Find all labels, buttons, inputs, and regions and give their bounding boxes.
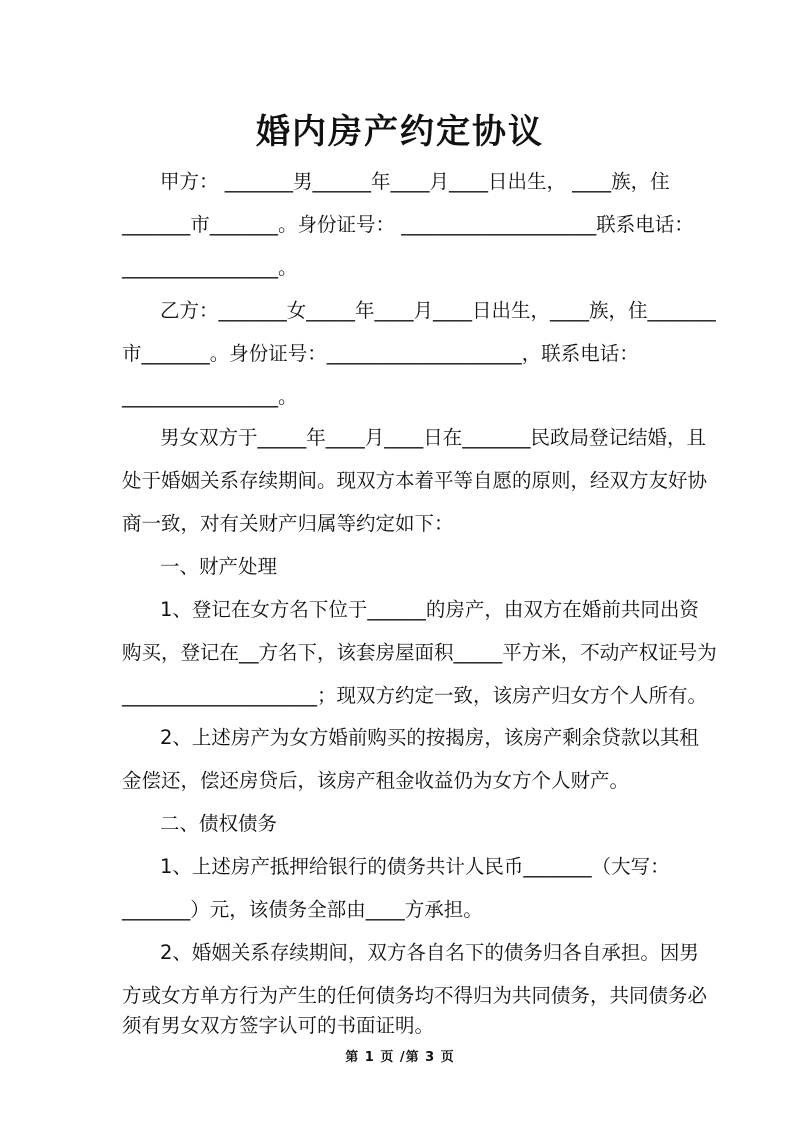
party-b-line-1: 乙方：_______女_____年____月____日出生，____族，住_______ [160, 299, 716, 322]
preamble-line-2: 处于婚姻关系存续期间。现双方本着平等自愿的原则，经双方友好协 [122, 469, 708, 492]
section-heading-property: 一、财产处理 [160, 555, 278, 578]
party-b-line-2: 市_______。身份证号：____________________，联系电话： [122, 342, 639, 365]
preamble-line-3: 商一致，对有关财产归属等约定如下： [122, 512, 454, 535]
clause-1-1-line-2: 购买，登记在__方名下，该套房屋面积_____平方米，不动产权证号为 [122, 641, 717, 664]
party-b-line-3: ________________。 [122, 385, 298, 408]
party-a-line-3: ________________。 [122, 256, 298, 279]
clause-2-2-line-2: 方或女方单方行为产生的任何债务均不得归为共同债务，共同债务必 [122, 984, 708, 1007]
section-heading-debts: 二、债权债务 [160, 812, 278, 835]
clause-2-1-line-1: 1、上述房产抵押给银行的债务共计人民币_______（大写： [160, 855, 670, 878]
clause-2-2-line-3: 须有男女双方签字认可的书面证明。 [122, 1014, 435, 1037]
document-title: 婚内房产约定协议 [256, 112, 544, 152]
page-number: 第 1 页 /第 3 页 [345, 1050, 455, 1065]
party-a-line-2: _______市_______。身份证号： ____________________联系电话： [122, 213, 694, 236]
clause-1-2-line-1: 2、上述房产为女方婚前购买的按揭房，该房产剩余贷款以其租 [160, 726, 699, 749]
clause-2-1-line-2: _______）元，该债务全部由____方承担。 [122, 898, 483, 921]
party-a-line-1: 甲方： _______男______年____月____日出生， ____族，住 [160, 170, 670, 193]
preamble-line-1: 男女双方于_____年____月____日在_______民政局登记结婚，且 [160, 426, 707, 449]
clause-1-1-line-3: ____________________；现双方约定一致，该房产归女方个人所有。 [122, 684, 708, 707]
clause-2-2-line-1: 2、婚姻关系存续期间，双方各自名下的债务归各自承担。因男 [160, 941, 699, 964]
clause-1-1-line-1: 1、登记在女方名下位于______的房产，由双方在婚前共同出资 [160, 598, 699, 621]
clause-1-2-line-2: 金偿还，偿还房贷后，该房产租金收益仍为女方个人财产。 [122, 769, 630, 792]
